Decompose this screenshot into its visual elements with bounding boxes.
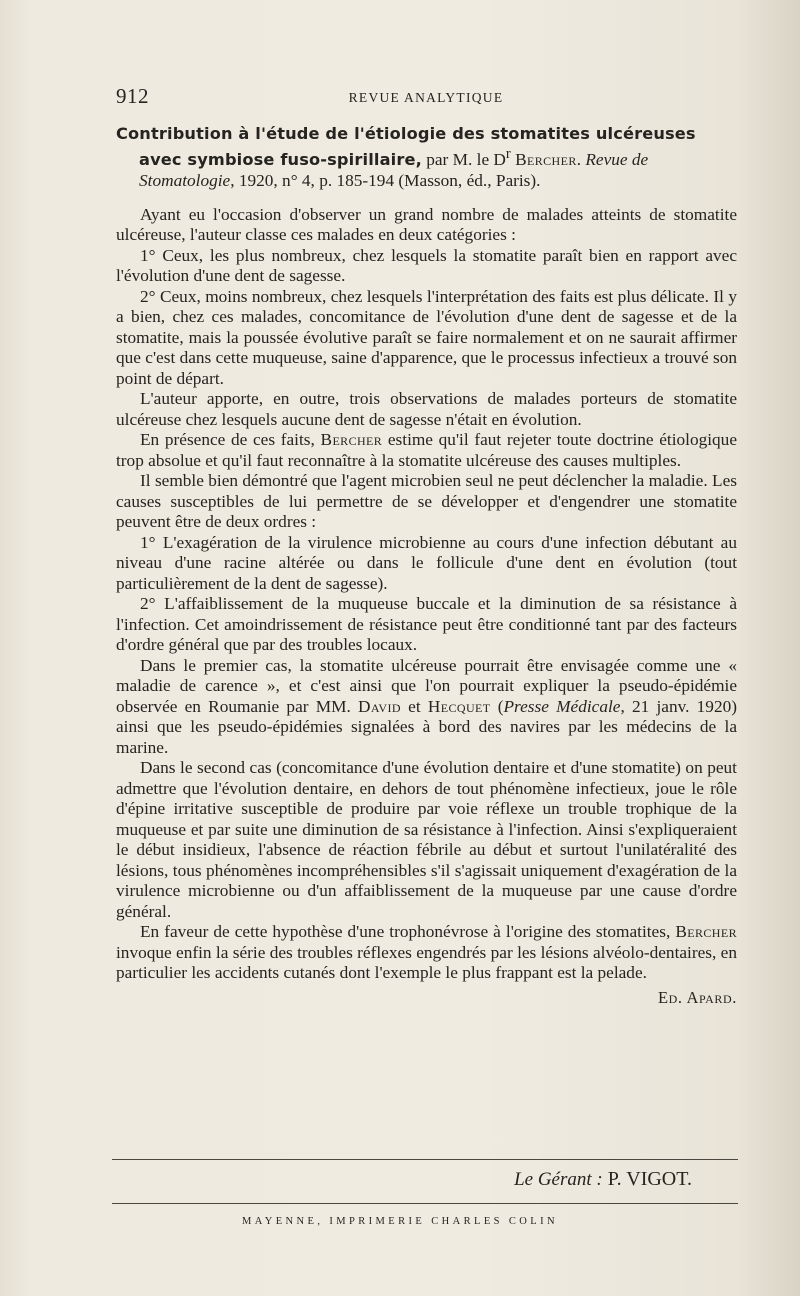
paragraph: 1° Ceux, les plus nombreux, chez lesquels la stomatite paraît bien en rapport avec l'évolution d'une dent de sagesse. bbox=[116, 245, 737, 286]
text-run: ( bbox=[490, 696, 504, 716]
author-name-inline: Bercher bbox=[320, 430, 383, 450]
text-run: , 21 janv. 1920) ainsi que les pseudo-épidémies signalées à bord des navires par les médecins de la marine. bbox=[116, 696, 737, 757]
citation-details: , 1920, n° 4, p. 185-194 (Masson, éd., Paris). bbox=[230, 170, 541, 190]
separator-rule bbox=[112, 1159, 738, 1160]
gerant-line bbox=[112, 1168, 692, 1191]
paragraph: 1° L'exagération de la virulence microbienne au cours d'une infection débutant au niveau d'une racine altérée ou dans le follicule d'une dent en évolution (tout particulièrement de la dent de sagesse). bbox=[116, 532, 737, 593]
paragraph: 2° L'affaiblissement de la muqueuse buccale et la diminution de sa résistance à l'infection. Cet amoindrissement de résistance peut être conditionné tant par des facteurs d'ordre général que par des troubles locaux. bbox=[116, 594, 737, 655]
cited-author: David bbox=[358, 696, 401, 716]
printer-imprint: MAYENNE, IMPRIMERIE CHARLES COLIN bbox=[242, 1216, 558, 1227]
author-prefix: par M. le D bbox=[426, 149, 506, 169]
article-title: Contribution à l'étude de l'étiologie des stomatites ulcéreuses avec symbiose fuso-spirillaire, bbox=[116, 124, 696, 169]
running-head: REVUE ANALYTIQUE bbox=[348, 90, 504, 105]
text-run: et bbox=[400, 696, 428, 716]
article-reference: Contribution à l'étude de l'étiologie des stomatites ulcéreuses avec symbiose fuso-spirillaire, par M. le $D^r$ Bercher. Revue de Stomatologie, 1920, n° 4, p. 185-194 (Masson, éd., Paris). bbox=[116, 124, 696, 190]
article bbox=[116, 123, 737, 1010]
gerant-name: P. VIGOT. bbox=[607, 1168, 692, 1190]
paragraph: L'auteur apporte, en outre, trois observations de malades porteurs de stomatite ulcéreuse chez lesquels aucune dent de sagesse n'était en évolution. bbox=[116, 389, 737, 429]
author-name: Bercher bbox=[515, 149, 577, 169]
text-run: invoque enfin la série des troubles réflexes engendrés par les lésions alvéolo-dentaires, en particulier les accidents cutanés dont l'exemple le plus frappant est la pelade. bbox=[116, 942, 737, 983]
author-title-superscript: r bbox=[505, 146, 511, 162]
cited-journal: Presse Médicale bbox=[503, 696, 621, 716]
text-run: En présence de ces faits, bbox=[140, 430, 321, 450]
text-run: estime qu'il faut rejeter toute doctrine étiologique trop absolue et qu'il faut reconnaître à la stomatite ulcéreuse des causes multiples. bbox=[116, 430, 737, 470]
cited-author: Hecquet bbox=[427, 696, 491, 716]
paragraph: Il semble bien démontré que l'agent microbien seul ne peut déclencher la maladie. Les causes susceptibles de lui permettre de se développer et d'engendrer une stomatite peuvent être de deux ordres : bbox=[116, 471, 737, 532]
journal-name: Revue de Stomatologie bbox=[139, 149, 649, 190]
page-header bbox=[116, 84, 736, 112]
paragraph bbox=[116, 430, 737, 471]
reviewer-signature: Ed. Apard. bbox=[657, 987, 737, 1007]
article-body bbox=[116, 205, 737, 1010]
paragraph: Ayant eu l'occasion d'observer un grand nombre de malades atteints de stomatite ulcéreuse, l'auteur classe ces malades en deux catégories : bbox=[116, 204, 737, 245]
paragraph: Dans le second cas (concomitance d'une évolution dentaire et d'une stomatite) on peut admettre que l'évolution dentaire, en dehors de tout phénomène infectieux, joue le rôle d'épine irritative susceptible de produire par voie réflexe un trouble trophique de la muqueuse et par suite une diminution de sa résistance à l'infection. Ainsi s'expliqueraient le début insidieux, l'absence de réaction fébrile au début et surtout l'unilatéralité des lésions, tous phénomènes incompréhensibles s'il s'agissait uniquement d'exagération de la virulence microbienne ou d'un affaiblissement de la muqueuse par une cause d'ordre général. bbox=[116, 758, 737, 921]
text-run: En faveur de cette hypothèse d'une trophonévrose à l'origine des stomatites, bbox=[140, 922, 676, 942]
page-number: 912 bbox=[116, 84, 149, 108]
paragraph bbox=[116, 922, 737, 984]
paragraph: 2° Ceux, moins nombreux, chez lesquels l'interprétation des faits est plus délicate. Il y a bien, chez ces malades, concomitance de l'évolution d'une dent de sagesse et de la stomatite, mais la poussée évolutive paraît se faire normalement et on ne saurait affirmer que c'est dans cette muqueuse, saine d'apparence, que le processus infectieux a trouvé son point de départ. bbox=[116, 286, 737, 388]
text-run: Dans le premier cas, la stomatite ulcéreuse pourrait être envisagée comme une « maladie de carence », et c'est ainsi que l'on pourrait expliquer la pseudo-épidémie observée en Roumanie par MM. bbox=[116, 655, 737, 716]
gerant-label: Le Gérant : bbox=[514, 1169, 603, 1190]
separator-rule bbox=[112, 1203, 738, 1204]
paragraph bbox=[116, 656, 737, 759]
author-name-inline: Bercher bbox=[675, 922, 737, 942]
